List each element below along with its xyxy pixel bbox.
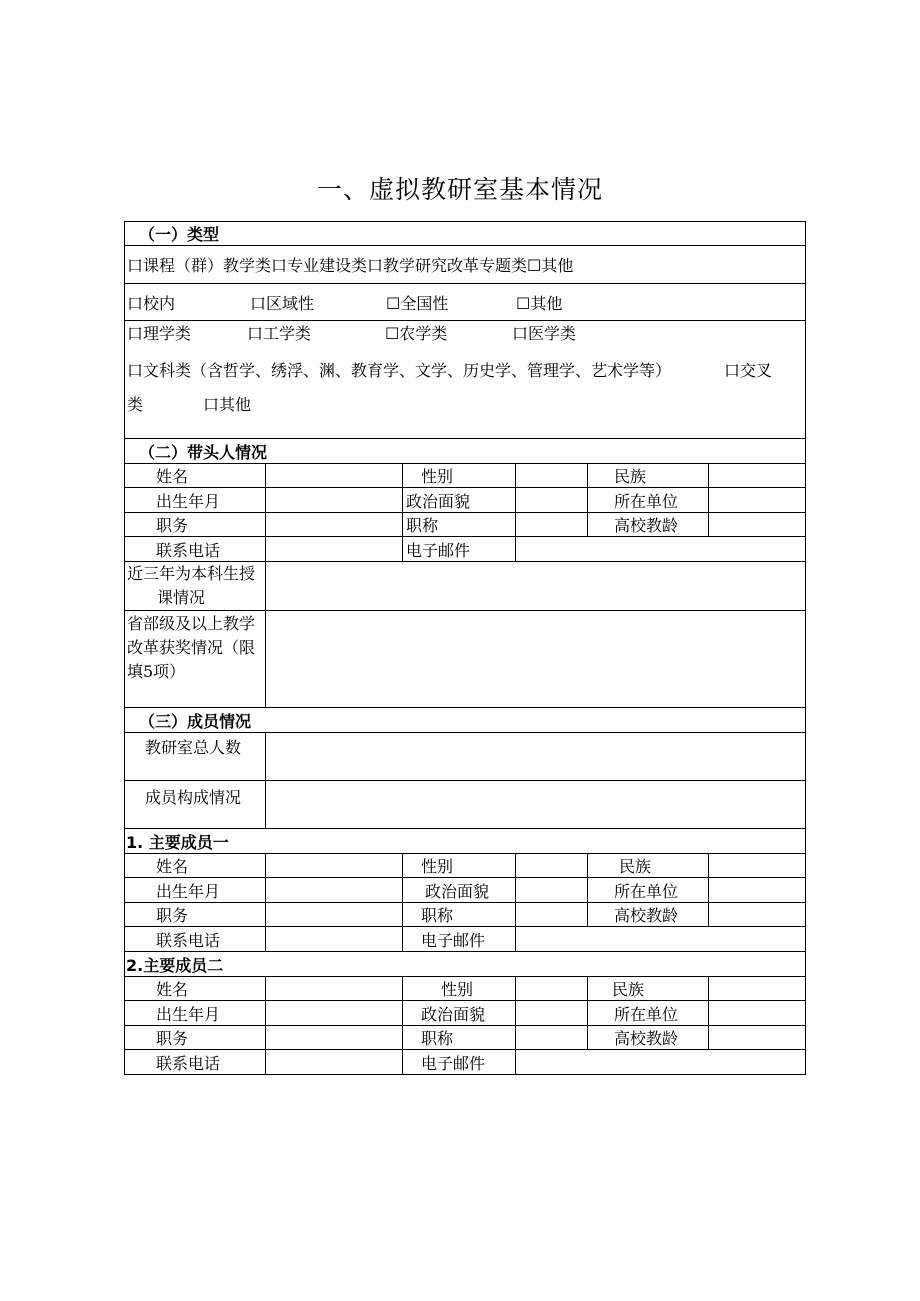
member1-header-row (125, 829, 806, 854)
leader-birth-label: 出生年月 (125, 488, 266, 513)
member2-age-field[interactable] (709, 1026, 806, 1050)
leader-teaching-label (125, 562, 266, 611)
leader-title-field[interactable] (516, 513, 588, 537)
leader-row-3 (125, 513, 806, 537)
section-members-header: （三）成员情况 (125, 708, 806, 733)
member1-unit-label: 所在单位 (588, 878, 709, 903)
member2-gender-label: 性别 (403, 977, 516, 1001)
option-medicine[interactable]: 口医学类 (512, 324, 577, 343)
member1-birth-label: 出生年月 (125, 878, 266, 903)
type-row-discipline (125, 321, 806, 439)
members-composition-field[interactable] (266, 781, 806, 829)
leader-duty-field[interactable] (266, 513, 403, 537)
leader-phone-label: 联系电话 (125, 537, 266, 562)
member2-political-label: 政治面貌 (403, 1001, 516, 1026)
member2-ethnic-label: 民族 (588, 977, 709, 1001)
leader-gender-field[interactable] (516, 464, 588, 488)
leader-teaching-label-line2: 课情况 (157, 588, 206, 607)
leader-row-teaching (125, 562, 806, 611)
option-regional[interactable]: 口区域性 (250, 293, 315, 313)
leader-row-award (125, 611, 806, 708)
member2-header: 2.主要成员二 (125, 952, 806, 977)
leader-row-1 (125, 464, 806, 488)
member2-row-3 (125, 1026, 806, 1050)
member2-phone-label: 联系电话 (125, 1050, 266, 1075)
member1-gender-label: 性别 (403, 854, 516, 878)
section-leader-header-row (125, 439, 806, 464)
member1-row-1 (125, 854, 806, 878)
option-national[interactable]: ☐全国性 (386, 293, 449, 313)
basic-info-form (124, 221, 806, 1075)
leader-ethnic-label: 民族 (588, 464, 709, 488)
type-scope-options (125, 284, 806, 321)
leader-unit-label: 所在单位 (588, 488, 709, 513)
leader-email-field[interactable] (516, 537, 806, 562)
member2-unit-label: 所在单位 (588, 1001, 709, 1026)
members-total-label: 教研室总人数 (125, 733, 266, 781)
member1-political-field[interactable] (516, 878, 588, 903)
option-major-building[interactable]: 口专业建设类 (271, 256, 368, 275)
member2-birth-field[interactable] (266, 1001, 403, 1026)
member2-duty-field[interactable] (266, 1026, 403, 1050)
member2-phone-field[interactable] (266, 1050, 403, 1075)
member2-birth-label: 出生年月 (125, 1001, 266, 1026)
member2-unit-field[interactable] (709, 1001, 806, 1026)
leader-birth-field[interactable] (266, 488, 403, 513)
leader-ethnic-field[interactable] (709, 464, 806, 488)
member1-ethnic-label: 民族 (588, 854, 709, 878)
leader-gender-label: 性别 (403, 464, 516, 488)
member2-row-2 (125, 1001, 806, 1026)
option-liberal-arts[interactable]: 口文科类（含哲学、绣浮、渊、教育学、文学、历史学、管理学、艺术学等） (127, 361, 672, 380)
leader-political-field[interactable] (516, 488, 588, 513)
member1-birth-field[interactable] (266, 878, 403, 903)
leader-teaching-label-line1: 近三年为本科生授 (127, 564, 256, 583)
member1-duty-label: 职务 (125, 903, 266, 927)
section-type-header-row (125, 222, 806, 246)
leader-name-field[interactable] (266, 464, 403, 488)
option-other-category[interactable]: ☐其他 (527, 256, 574, 275)
option-course-teaching[interactable]: 口课程（群）教学类 (127, 256, 272, 275)
member2-row-1 (125, 977, 806, 1001)
page-title: 一、虚拟教研室基本情况 (316, 175, 603, 204)
member1-age-field[interactable] (709, 903, 806, 927)
members-total-row (125, 733, 806, 781)
type-discipline-options (125, 321, 806, 439)
leader-political-label: 政治面貌 (403, 488, 516, 513)
member2-row-4 (125, 1050, 806, 1075)
leader-age-label: 高校教龄 (588, 513, 709, 537)
member2-header-row (125, 952, 806, 977)
leader-name-label: 姓名 (125, 464, 266, 488)
section-type-header: （一）类型 (125, 222, 806, 246)
member2-email-label: 电子邮件 (403, 1050, 516, 1075)
member2-ethnic-field[interactable] (709, 977, 806, 1001)
option-interdisciplinary[interactable]: 口交叉 (724, 361, 773, 380)
section-members-header-row (125, 708, 806, 733)
member1-name-field[interactable] (266, 854, 403, 878)
member1-ethnic-field[interactable] (709, 854, 806, 878)
section-leader-header: （二）带头人情况 (125, 439, 806, 464)
option-teaching-reform[interactable]: 口教学研究改革专题类 (367, 256, 528, 275)
option-interdisciplinary-suffix: 类 (127, 395, 144, 414)
member1-title-label: 职称 (403, 903, 516, 927)
member1-name-label: 姓名 (125, 854, 266, 878)
option-science[interactable]: 口理学类 (127, 324, 192, 343)
member2-title-field[interactable] (516, 1026, 588, 1050)
member1-title-field[interactable] (516, 903, 588, 927)
member1-unit-field[interactable] (709, 878, 806, 903)
leader-email-label: 电子邮件 (403, 537, 516, 562)
member2-email-field[interactable] (516, 1050, 806, 1075)
option-other-discipline[interactable]: 口其他 (203, 395, 252, 414)
member2-title-label: 职称 (403, 1026, 516, 1050)
leader-row-4 (125, 537, 806, 562)
leader-title-label: 职称 (403, 513, 516, 537)
leader-award-field[interactable] (266, 611, 806, 708)
member2-age-label: 高校教龄 (588, 1026, 709, 1050)
leader-age-field[interactable] (709, 513, 806, 537)
member1-header: 1. 主要成员一 (125, 829, 806, 854)
member2-gender-field[interactable] (516, 977, 588, 1001)
type-row-scope (125, 284, 806, 321)
member1-email-field[interactable] (516, 927, 806, 952)
type-category-options (125, 246, 806, 284)
member1-phone-label: 联系电话 (125, 927, 266, 952)
member1-row-2 (125, 878, 806, 903)
leader-unit-field[interactable] (709, 488, 806, 513)
members-total-field[interactable] (266, 733, 806, 781)
member2-political-field[interactable] (516, 1001, 588, 1026)
member1-row-4 (125, 927, 806, 952)
leader-award-label: 省部级及以上教学改革获奖情况（限填5项） (125, 611, 266, 708)
member1-phone-field[interactable] (266, 927, 403, 952)
member1-email-label: 电子邮件 (403, 927, 516, 952)
option-agriculture[interactable]: ☐农学类 (385, 324, 448, 343)
member2-name-field[interactable] (266, 977, 403, 1001)
member1-duty-field[interactable] (266, 903, 403, 927)
type-row-category (125, 246, 806, 284)
option-on-campus[interactable]: 口校内 (127, 293, 176, 313)
option-engineering[interactable]: 口工学类 (247, 324, 312, 343)
members-composition-label: 成员构成情况 (125, 781, 266, 829)
leader-phone-field[interactable] (266, 537, 403, 562)
member1-age-label: 高校教龄 (588, 903, 709, 927)
member2-name-label: 姓名 (125, 977, 266, 1001)
member2-duty-label: 职务 (125, 1026, 266, 1050)
member1-gender-field[interactable] (516, 854, 588, 878)
leader-row-2 (125, 488, 806, 513)
option-other-scope[interactable]: ☐其他 (516, 293, 563, 313)
members-composition-row (125, 781, 806, 829)
member1-row-3 (125, 903, 806, 927)
leader-duty-label: 职务 (125, 513, 266, 537)
leader-teaching-field[interactable] (266, 562, 806, 611)
member1-political-label: 政治面貌 (403, 878, 516, 903)
